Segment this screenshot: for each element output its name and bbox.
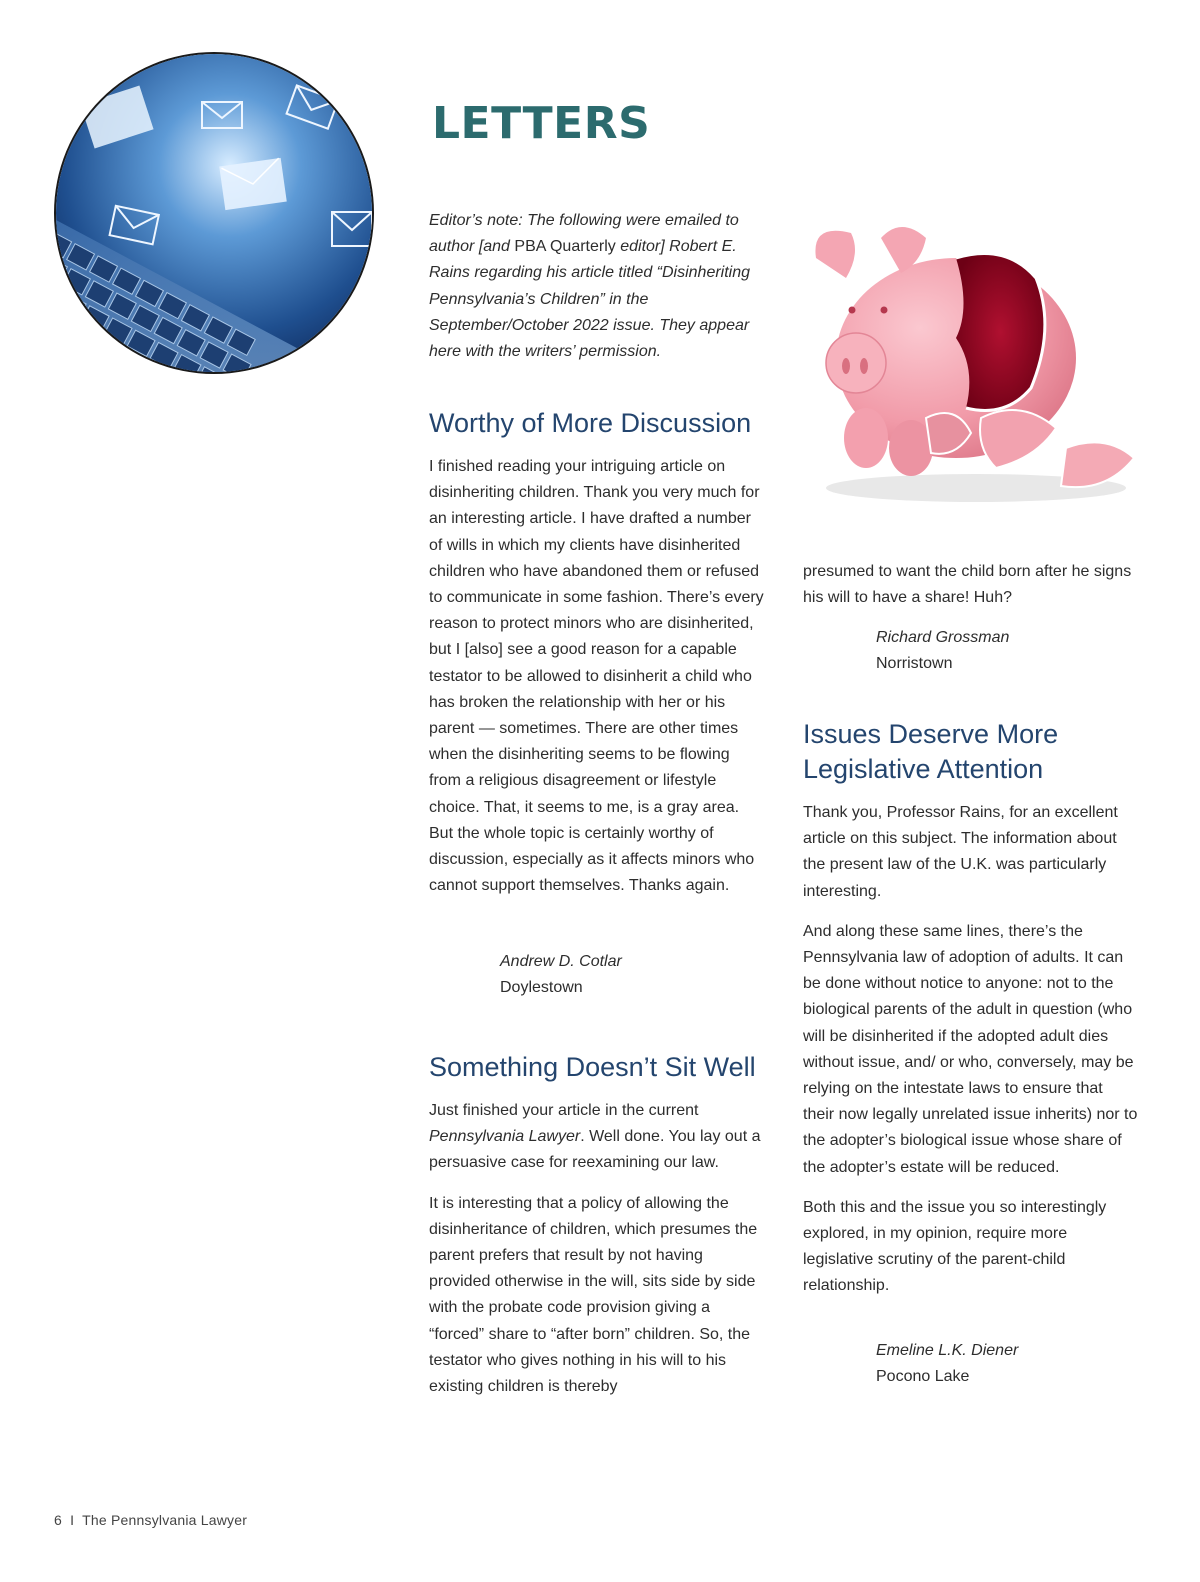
editors-note-publication: PBA Quarterly <box>514 238 616 256</box>
letter2-body-left <box>429 1098 764 1414</box>
laptop-email-illustration <box>56 54 372 372</box>
letter1-paragraph: I finished reading your intriguing article on disinheriting children. Thank you very much for an interesting article. I have drafted a number of wills in which my clients have disinherited children who have abandoned them or refused to communicate in some fashion. There’s every reason to protect minors who are disinherited, but I [also] see a good reason for a capable testator to be allowed to disinherit a child who has broken the relationship with her or his parent — sometimes. There are other times when the disinheriting seems to be flowing from a religious disagreement or lifestyle choice. That, it seems to me, is a gray area. But the whole topic is certainly worthy of discussion, especially as it affects minors who cannot support themselves. Thanks again. <box>429 458 764 895</box>
broken-piggy-bank-image <box>806 218 1138 506</box>
letter1-signature <box>500 949 622 1001</box>
editors-note-text <box>429 208 759 365</box>
letter3-author: Emeline L.K. Diener <box>876 1342 1019 1359</box>
piggy-bank-illustration <box>806 218 1138 506</box>
letter2-heading: Something Doesn’t Sit Well <box>429 1052 756 1082</box>
editors-note-part1: Editor’s note: The following were emailed to author [and <box>429 212 739 256</box>
envelope-icon <box>219 158 287 210</box>
letter2-paragraph-1 <box>429 1098 764 1177</box>
letter3-paragraph-2: And along these same lines, there’s the Pennsylvania law of adoption of adults. It can be done without notice to anyone: not to the biological parents of the adult in question (who will be disinherited if the adopted adult dies without issue, and/ or who, conversely, may be relying on the intestate laws to ensure that their now legally unrelated issue inherits) nor to the adopter’s biological issue whose share of the adopter’s estate will be reduced. <box>803 922 1138 1176</box>
letter3-signature <box>876 1338 1018 1390</box>
letter1-author: Andrew D. Cotlar <box>500 953 622 970</box>
letter3-body <box>803 800 1138 1314</box>
letter1-location: Doylestown <box>500 979 583 996</box>
letter2-p1-publication: Pennsylvania Lawyer <box>429 1128 581 1146</box>
letter1-body <box>429 454 764 913</box>
letter2-location: Norristown <box>876 655 953 672</box>
letter1-heading: Worthy of More Discussion <box>429 408 752 438</box>
letter3-paragraph-3: Both this and the issue you so interestingly explored, in my opinion, require more legislative scrutiny of the parent-child relationship. <box>803 1198 1107 1295</box>
editors-note-part3: editor] Robert E. Rains regarding his article titled “Disinheriting Pennsylvania’s Children” in the September/October 2022 issue. They appear here with the writers’ permission. <box>429 238 751 361</box>
editors-note <box>429 208 759 365</box>
page-title: LETTERS <box>432 98 651 149</box>
letter3-heading: Issues Deserve More Legislative Attention <box>803 719 1059 784</box>
letter2-p1-text-end: . Well done. You lay out a persuasive case for reexamining our law. <box>429 1128 761 1172</box>
letter2-p1-text: Just finished your article in the current <box>429 1102 699 1119</box>
letter2-author: Richard Grossman <box>876 629 1010 646</box>
letter3-location: Pocono Lake <box>876 1368 970 1385</box>
letter2-body-right <box>803 559 1138 625</box>
page-footer: 6 I The Pennsylvania Lawyer <box>54 1512 248 1528</box>
letter2-paragraph-2: It is interesting that a policy of allowing the disinheritance of children, which presumes the parent prefers that result by not having provided otherwise in the will, sits side by side with the probate code provision giving a “forced” share to “after born” children. So, the testator who gives nothing in his will to his existing children is thereby <box>429 1194 758 1396</box>
letter2-signature <box>876 625 1009 677</box>
letter2-paragraph-2-continued: presumed to want the child born after he signs his will to have a share! Huh? <box>803 563 1132 607</box>
letter3-paragraph-1: Thank you, Professor Rains, for an excellent article on this subject. The information about the present law of the U.K. was particularly interesting. <box>803 804 1118 900</box>
laptop-email-image <box>54 52 374 374</box>
